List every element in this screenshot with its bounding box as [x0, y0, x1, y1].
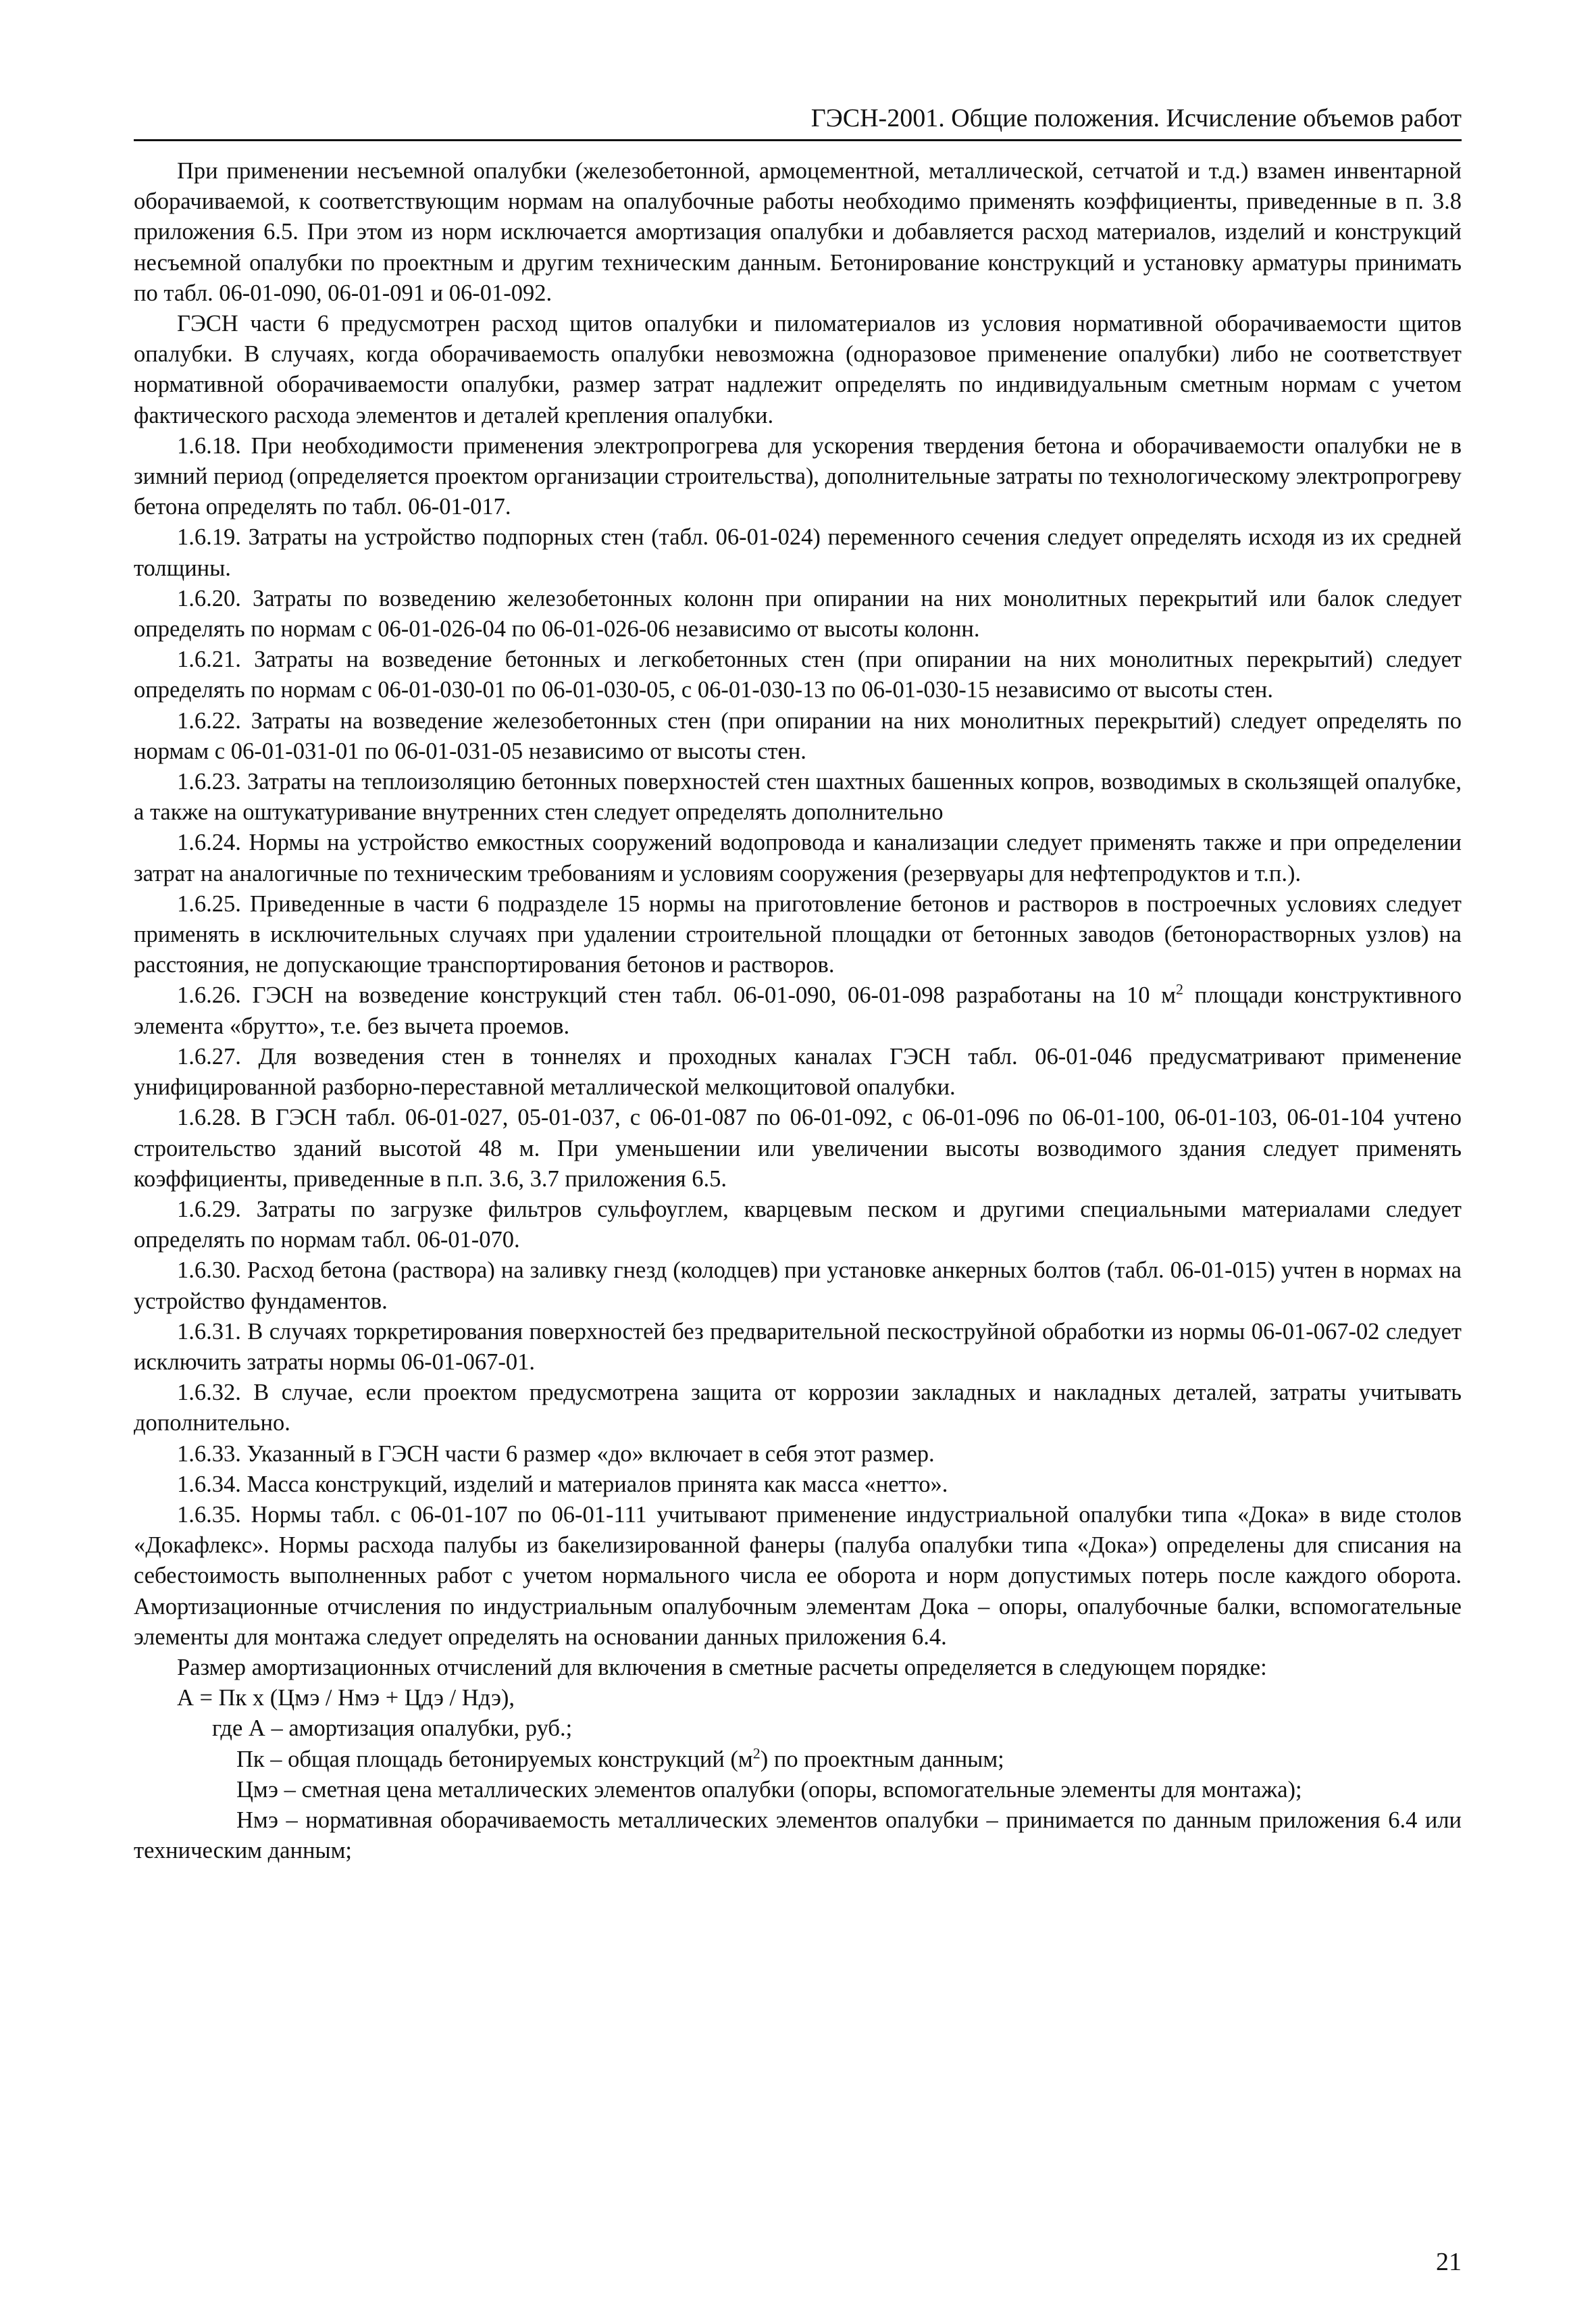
- paragraph-1-6-18: 1.6.18. При необходимости применения электропрогрева для ускорения твердения бетона и оборачиваемости опалубки не в зимний период (определяется проектом организации строительства), дополнительные затраты по технологическому электропрогреву бетона определять по табл. 06-01-017.: [134, 432, 1462, 520]
- paragraph-nonremovable-formwork: При применении несъемной опалубки (железобетонной, армоцементной, металлической, сетчатой и т.д.) взамен инвентарной оборачиваемой, к соответствующим нормам на опалубочные работы необходимо применять коэффициенты, приведенные в п. 3.8 приложения 6.5. При этом из норм исключается амортизация опалубки и добавляется расход материалов, изделий и конструкций несъемной опалубки по проектным и другим техническим данным. Бетонирование конструкций и установку арматуры принимать по табл. 06-01-090, 06-01-091 и 06-01-092.: [134, 158, 1462, 306]
- formula-def-pk: [134, 1744, 1462, 1775]
- paragraph-1-6-25: 1.6.25. Приведенные в части 6 подразделе 15 нормы на приготовление бетонов и растворов в построечных условиях следует применять в исключительных случаях при удалении строительной площадки от бетонных заводов (бетонорастворных узлов) на расстояния, не допускающие транспортирования бетонов и растворов.: [134, 890, 1462, 978]
- paragraph-1-6-21: 1.6.21. Затраты на возведение бетонных и легкобетонных стен (при опирании на них монолитных перекрытий) следует определять по нормам с 06-01-030-01 по 06-01-030-05, с 06-01-030-13 по 06-01-030-15 независимо от высоты стен.: [134, 647, 1462, 703]
- paragraph-amortization-size: Размер амортизационных отчислений для включения в сметные расчеты определяется в следующем порядке:: [177, 1654, 1267, 1680]
- paragraph-1-6-24: 1.6.24. Нормы на устройство емкостных сооружений водопровода и канализации следует применять также и при определении затрат на аналогичные по техническим требованиям и условиям сооружения (резервуары для нефтепродуктов и т.п.).: [134, 830, 1462, 886]
- formula-def-tsme: Цмэ – сметная цена металлических элементов опалубки (опоры, вспомогательные элементы для монтажа);: [236, 1776, 1302, 1803]
- paragraph-1-6-34: 1.6.34. Масса конструкций, изделий и материалов принята как масса «нетто».: [177, 1471, 948, 1497]
- formula: А = Пк х (Цмэ / Нмэ + Цдэ / Ндэ),: [177, 1685, 515, 1711]
- paragraph-1-6-26: [134, 980, 1462, 1041]
- formula-def-nme: Нмэ – нормативная оборачиваемость металлических элементов опалубки – принимается по данным приложения 6.4 или техническим данным;: [134, 1807, 1462, 1864]
- paragraph-1-6-33: 1.6.33. Указанный в ГЭСН части 6 размер «до» включает в себя этот размер.: [177, 1440, 935, 1467]
- paragraph-1-6-19: 1.6.19. Затраты на устройство подпорных стен (табл. 06-01-024) переменного сечения следует определять исходя из их средней толщины.: [134, 524, 1462, 581]
- document-body: [134, 156, 1462, 1866]
- superscript-2: 2: [1175, 980, 1183, 998]
- running-header: ГЭСН-2001. Общие положения. Исчисление объемов работ: [134, 101, 1462, 141]
- paragraph-1-6-32: 1.6.32. В случае, если проектом предусмотрена защита от коррозии закладных и накладных деталей, затраты учитывать дополнительно.: [134, 1380, 1462, 1436]
- page-number: 21: [1436, 2248, 1462, 2276]
- paragraph-1-6-31: 1.6.31. В случаях торкретирования поверхностей без предварительной пескоструйной обработки из нормы 06-01-067-02 следует исключить затраты нормы 06-01-067-01.: [134, 1318, 1462, 1375]
- paragraph-1-6-20: 1.6.20. Затраты по возведению железобетонных колонн при опирании на них монолитных перекрытий или балок следует определять по нормам с 06-01-026-04 по 06-01-026-06 независимо от высоты колонн.: [134, 585, 1462, 643]
- paragraph-1-6-26-part2: площади конструктивного элемента «брутто», т.е. без вычета проемов.: [134, 982, 1462, 1039]
- formula-def-pk-part1: Пк – общая площадь бетонируемых конструкций (м: [236, 1746, 753, 1772]
- superscript-2: 2: [752, 1744, 761, 1762]
- paragraph-1-6-26-part1: 1.6.26. ГЭСН на возведение конструкций стен табл. 06-01-090, 06-01-098 разработаны на 10 м: [177, 982, 1176, 1009]
- paragraph-1-6-23: 1.6.23. Затраты на теплоизоляцию бетонных поверхностей стен шахтных башенных копров, возводимых в скользящей опалубке, а также на оштукатуривание внутренних стен следует определять дополнительно: [134, 769, 1462, 826]
- paragraph-1-6-22: 1.6.22. Затраты на возведение железобетонных стен (при опирании на них монолитных перекрытий) следует определять по нормам с 06-01-031-01 по 06-01-031-05 независимо от высоты стен.: [134, 707, 1462, 764]
- paragraph-1-6-27: 1.6.27. Для возведения стен в тоннелях и проходных каналах ГЭСН табл. 06-01-046 предусматривают применение унифицированной разборно-переставной металлической мелкощитовой опалубки.: [134, 1043, 1462, 1101]
- formula-def-pk-part2: ) по проектным данным;: [760, 1746, 1004, 1772]
- paragraph-1-6-28: 1.6.28. В ГЭСН табл. 06-01-027, 05-01-037, с 06-01-087 по 06-01-092, с 06-01-096 по 06-01-100, 06-01-103, 06-01-104 учтено строительство зданий высотой 48 м. При уменьшении или увеличении высоты возводимого здания следует применять коэффициенты, приведенные в п.п. 3.6, 3.7 приложения 6.5.: [134, 1105, 1462, 1192]
- paragraph-formwork-turnover: ГЭСН части 6 предусмотрен расход щитов опалубки и пиломатериалов из условия нормативной оборачиваемости щитов опалубки. В случаях, когда оборачиваемость опалубки невозможна (одноразовое применение опалубки) либо не соответствует нормативной оборачиваемости опалубки, размер затрат надлежит определять по индивидуальным сметным нормам с учетом фактического расхода элементов и деталей крепления опалубки.: [134, 311, 1462, 428]
- paragraph-1-6-29: 1.6.29. Затраты по загрузке фильтров сульфоуглем, кварцевым песком и другими специальными материалами следует определять по нормам табл. 06-01-070.: [134, 1196, 1462, 1253]
- paragraph-1-6-35: 1.6.35. Нормы табл. с 06-01-107 по 06-01-111 учитывают применение индустриальной опалубки типа «Дока» в виде столов «Докафлекс». Нормы расхода палубы из бакелизированной фанеры (палуба опалубки типа «Дока») определены для списания на себестоимость выполненных работ с учетом нормального числа ее оборота и норм допустимых потерь после каждого оборота. Амортизационные отчисления по индустриальным опалубочным элементам Дока – опоры, опалубочные балки, вспомогательные элементы для монтажа следует определять на основании данных приложения 6.4.: [134, 1501, 1462, 1650]
- paragraph-1-6-30: 1.6.30. Расход бетона (раствора) на заливку гнезд (колодцев) при установке анкерных болтов (табл. 06-01-015) учтен в нормах на устройство фундаментов.: [134, 1257, 1462, 1314]
- formula-where-a: где А – амортизация опалубки, руб.;: [212, 1715, 573, 1742]
- document-page: [134, 101, 1462, 2290]
